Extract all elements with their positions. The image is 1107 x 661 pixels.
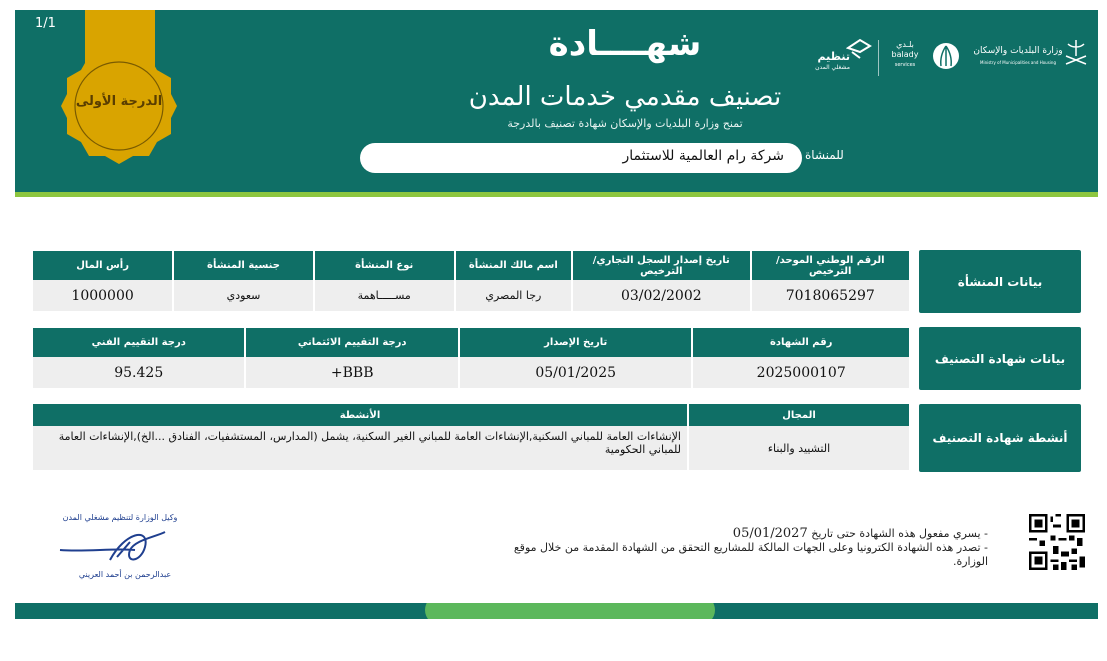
certificate-value-row bbox=[33, 357, 909, 388]
ministry-name-en: Ministry of Municipalities and Housing bbox=[980, 60, 1056, 65]
facility-value-row bbox=[33, 280, 909, 311]
certificate-title: شهــــادة bbox=[548, 24, 702, 64]
activities-table bbox=[31, 404, 911, 470]
activities-header-field: المجال bbox=[689, 404, 909, 426]
activities-section-label: أنشطة شهادة التصنيف bbox=[919, 404, 1081, 472]
certificate-description: تمنح وزارة البلديات والإسكان شهادة تصنيف بالدرجة bbox=[507, 117, 743, 130]
logo-divider bbox=[878, 40, 879, 76]
facility-header-nationality: جنسية المنشأة bbox=[174, 251, 313, 280]
verification-note: - تصدر هذه الشهادة الكترونيا وعلى الجهات المالكة للمشاريع التحقق من الشهادة المقدمة من خلال موقع الوزارة. bbox=[513, 541, 988, 568]
page-counter: 1/1 bbox=[35, 16, 56, 31]
certificate-header-issue-date: تاريخ الإصدار bbox=[460, 328, 691, 357]
baladi-logo bbox=[885, 40, 925, 70]
facility-header-capital: رأس المال bbox=[33, 251, 172, 280]
signatory-name: عبدالرحمن بن أحمد العريني bbox=[78, 570, 172, 579]
validity-note bbox=[500, 527, 988, 541]
activities-header-row bbox=[33, 404, 909, 426]
activities-field: التشييد والبناء bbox=[689, 426, 909, 470]
baladi-emblem-icon bbox=[932, 42, 960, 70]
certificate-credit-rating: BBB+ bbox=[246, 357, 457, 388]
tanzeem-logo-sub: مشغلي المدن bbox=[815, 64, 850, 71]
facility-national-id: 7018065297 bbox=[752, 280, 909, 311]
baladi-logo-en: balady bbox=[891, 50, 919, 59]
entity-label: للمنشاة bbox=[805, 148, 844, 162]
activities-header-activities: الأنشطة bbox=[33, 404, 687, 426]
footer-bar bbox=[15, 603, 1098, 619]
facility-owner: رجا المصري bbox=[456, 280, 571, 311]
facility-nationality: سعودي bbox=[174, 280, 313, 311]
facility-type: مســـــاهمة bbox=[315, 280, 454, 311]
activities-list: الإنشاءات العامة للمباني السكنية,الإنشاءات العامة للمباني الغير السكنية، يشمل (المدارس، المستشفيات، الفنادق ...الخ),الإنشاءات العامة للمباني الحكومية bbox=[33, 426, 687, 470]
ministry-logo-text bbox=[972, 46, 1064, 68]
baladi-logo-ar: بلـدي bbox=[896, 40, 914, 49]
grade-medal bbox=[60, 10, 180, 190]
facility-cr-date: 03/02/2002 bbox=[573, 280, 749, 311]
certificate-notes bbox=[500, 527, 988, 569]
certificate-header-number: رقم الشهادة bbox=[693, 328, 909, 357]
footer-pill bbox=[425, 603, 715, 619]
ministry-name-ar: وزارة البلديات والإسكان bbox=[973, 46, 1063, 56]
certificate-header-row bbox=[33, 328, 909, 357]
facility-section-label: بيانات المنشأة bbox=[919, 250, 1081, 313]
facility-table bbox=[31, 251, 911, 311]
certificate-issue-date: 05/01/2025 bbox=[460, 357, 691, 388]
activities-value-row bbox=[33, 426, 909, 470]
facility-header-owner: اسم مالك المنشأة bbox=[456, 251, 571, 280]
entity-name-field: شركة رام العالمية للاستثمار bbox=[360, 143, 802, 173]
qr-code-icon bbox=[1029, 514, 1085, 570]
tanzeem-logo bbox=[800, 38, 870, 78]
tanzeem-logo-text: تنظيم bbox=[817, 50, 850, 63]
validity-note-text: - يسري مفعول هذه الشهادة حتى تاريخ bbox=[811, 527, 988, 540]
validity-date: 05/01/2027 bbox=[732, 526, 808, 541]
certificate-header-credit-rating: درجة التقييم الائتماني bbox=[246, 328, 457, 357]
logos-group bbox=[800, 32, 1092, 82]
certificate-technical-rating: 95.425 bbox=[33, 357, 244, 388]
medal-grade-text: الدرجة الأولى bbox=[75, 94, 163, 109]
certificate-section-label: بيانات شهادة التصنيف bbox=[919, 327, 1081, 390]
facility-header-type: نوع المنشأة bbox=[315, 251, 454, 280]
facility-header-row bbox=[33, 251, 909, 280]
header-accent-line bbox=[15, 192, 1098, 197]
signature-image bbox=[55, 522, 185, 572]
facility-header-national-id: الرقم الوطني الموحد/ الترخيص bbox=[752, 251, 909, 280]
signatory-title: وكيل الوزارة لتنظيم مشغلي المدن bbox=[62, 513, 178, 522]
facility-capital: 1000000 bbox=[33, 280, 172, 311]
facility-header-cr-date: تاريخ إصدار السجل التجاري/ الترخيص bbox=[573, 251, 749, 280]
saudi-emblem-icon bbox=[1062, 38, 1090, 70]
certificate-header-technical-rating: درجة التقييم الفني bbox=[33, 328, 244, 357]
certificate-table bbox=[31, 328, 911, 388]
certificate-header bbox=[15, 10, 1098, 192]
certificate-subtitle: تصنيف مقدمي خدمات المدن bbox=[468, 82, 782, 112]
certificate-number: 2025000107 bbox=[693, 357, 909, 388]
baladi-logo-services: services bbox=[894, 62, 916, 68]
